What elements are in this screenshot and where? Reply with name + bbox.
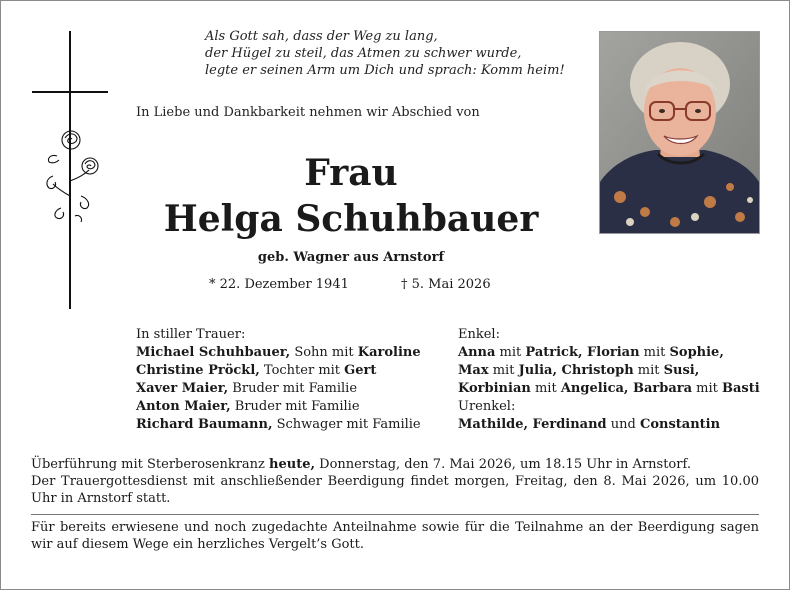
maiden-name: geb. Wagner aus Arnstorf	[257, 250, 445, 265]
transfer-name: heute,	[269, 457, 316, 472]
mourner-line	[136, 380, 421, 398]
grandchildren-block	[458, 326, 760, 434]
grandchild-line-run-text: mit	[639, 345, 670, 360]
mourner-line-run-text: Sohn mit	[290, 345, 358, 360]
grandchild-line-run-text: mit	[633, 363, 664, 378]
mourners-block	[136, 326, 421, 434]
mourner-line-run-name: Gert	[344, 363, 377, 378]
divider	[31, 514, 759, 515]
great-grandchild-line-run-name: Mathilde, Ferdinand	[458, 417, 607, 432]
mourner-line-run-text: Bruder mit Familie	[230, 399, 360, 414]
grandchildren-heading: Enkel:	[458, 327, 500, 342]
grandchild-line	[458, 380, 760, 398]
transfer-text: Überführung mit Sterberosenkranz	[31, 457, 270, 472]
funeral-info	[31, 456, 759, 507]
mourner-line	[136, 416, 421, 434]
thanks-text: Für bereits erwiesene und noch zugedachte Anteilnahme sowie für die Teilnahme an der Beerdigung sagen wir auf diesem Wege ein herzliches Vergelt’s Gott.	[31, 520, 759, 552]
great-grandchild-line-run-text: und	[606, 417, 640, 432]
portrait-photo	[599, 31, 760, 234]
grandchild-line-run-name: Anna	[458, 345, 496, 360]
grandchild-line	[458, 362, 760, 380]
salutation: Frau	[304, 152, 398, 194]
mourner-line-run-name: Michael Schuhbauer,	[136, 345, 291, 360]
death-date: † 5. Mai 2026	[401, 277, 491, 292]
mourner-line-run-name: Richard Baumann,	[136, 417, 273, 432]
birth-date: * 22. Dezember 1941	[209, 277, 349, 292]
grandchildren-list	[458, 344, 760, 398]
great-grandchildren-list	[458, 416, 760, 434]
grandchild-line	[458, 344, 760, 362]
grandchild-line-run-text: mit	[495, 345, 526, 360]
grandchild-line-run-name: Julia, Christoph	[518, 363, 634, 378]
mourners-list	[136, 344, 421, 434]
grandchild-line-run-name: Max	[458, 363, 489, 378]
great-grandchildren-heading: Urenkel:	[458, 399, 516, 414]
mourner-line	[136, 344, 421, 362]
mourner-line-run-name: Xaver Maier,	[136, 381, 229, 396]
grandchild-line-run-name: Angelica, Barbara	[560, 381, 693, 396]
mourner-line	[136, 362, 421, 380]
transfer-text: Donnerstag, den 7. Mai 2026, um 18.15 Uhr in Arnstorf.	[315, 457, 691, 472]
grandchild-line-run-name: Sophie,	[669, 345, 724, 360]
deceased-name: Helga Schuhbauer	[163, 198, 539, 240]
service-info: Der Trauergottesdienst mit anschließender Beerdigung findet morgen, Freitag, den 8. Mai 2026, um 10.00 Uhr in Arnstorf statt.	[31, 474, 759, 506]
grandchild-line-run-text: mit	[488, 363, 519, 378]
grandchild-line-run-text: mit	[530, 381, 561, 396]
grandchild-line-run-name: Basti	[722, 381, 760, 396]
mourners-heading: In stiller Trauer:	[136, 327, 246, 342]
mourner-line-run-name: Christine Pröckl,	[136, 363, 260, 378]
farewell-line: In Liebe und Dankbarkeit nehmen wir Abschied von	[136, 105, 480, 120]
mourner-line-run-text: Schwager mit Familie	[272, 417, 421, 432]
great-grandchild-line	[458, 416, 760, 434]
grandchild-line-run-name: Korbinian	[458, 381, 531, 396]
transfer-info	[31, 456, 759, 473]
mourner-line-run-text: Bruder mit Familie	[228, 381, 358, 396]
poem-line: Als Gott sah, dass der Weg zu lang,	[205, 29, 438, 44]
mourner-line-run-text: Tochter mit	[259, 363, 345, 378]
mourner-line-run-name: Karoline	[357, 345, 421, 360]
grandchild-line-run-name: Patrick, Florian	[525, 345, 640, 360]
great-grandchild-line-run-name: Constantin	[640, 417, 721, 432]
grandchild-line-run-name: Susi,	[663, 363, 700, 378]
rose-sprig-icon	[43, 126, 105, 236]
poem-line: der Hügel zu steil, das Atmen zu schwer wurde,	[205, 46, 522, 61]
mourner-line	[136, 398, 421, 416]
poem	[205, 28, 565, 79]
grandchild-line-run-text: mit	[692, 381, 723, 396]
mourner-line-run-name: Anton Maier,	[136, 399, 231, 414]
poem-line: legte er seinen Arm um Dich und sprach: Komm heim!	[205, 63, 565, 78]
